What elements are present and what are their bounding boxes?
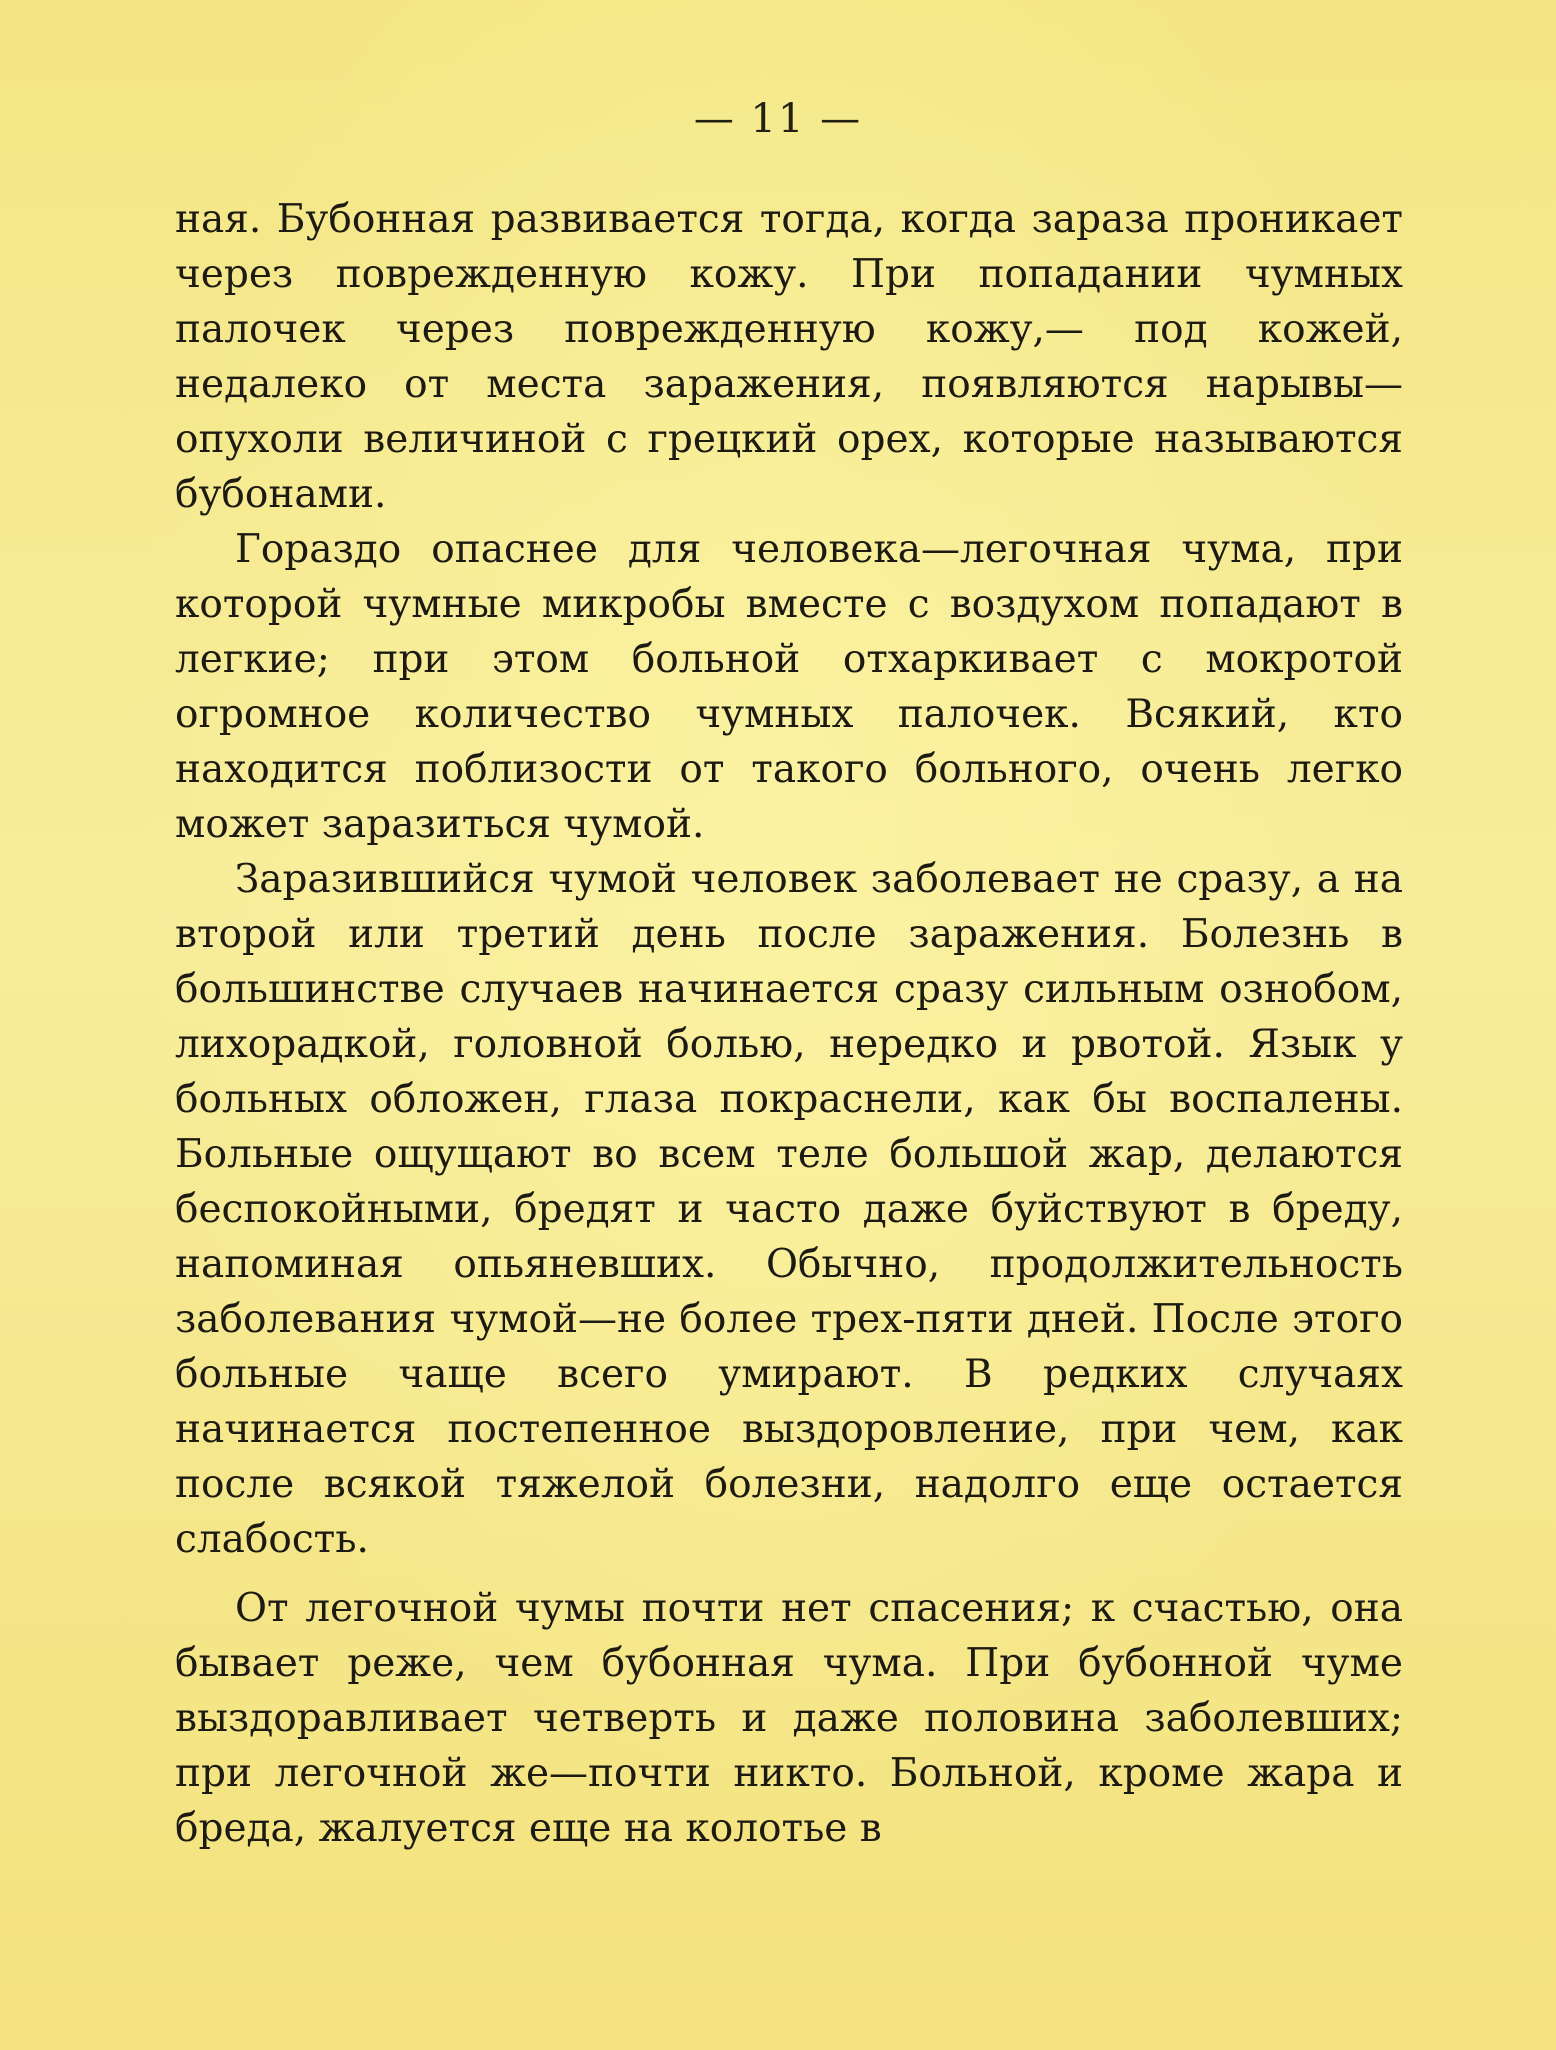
- paragraph-3: Заразившийся чумой человек заболевает не сразу, а на второй или третий день после заражения. Болезнь в большинстве случаев начинается сразу сильным ознобом, лихорадкой, головной болью, нередко и рвотой. Язык у больных обложен, глаза покраснели, как бы воспалены. Больные ощущают во всем теле большой жар, делаются беспокойными, бредят и часто даже буйствуют в бреду, напоминая опьяневших. Обычно, продолжительность заболевания чумой—не более трех-пяти дней. После этого больные чаще всего умирают. В редких случаях начинается постепенное выздоровление, при чем, как после всякой тяжелой болезни, надолго еще остается слабость.: [175, 857, 1403, 1562]
- page-number: — 11 —: [693, 96, 863, 142]
- paragraph-1: ная. Бубонная развивается тогда, когда зараза проникает через поврежденную кожу. При попадании чумных палочек через поврежденную кожу,— под кожей, недалеко от места заражения, появляются нарывы—опухоли величиной с грецкий орех, которые называются бубонами.: [175, 197, 1403, 517]
- paragraph-2: Гораздо опаснее для человека—легочная чума, при которой чумные микробы вместе с воздухом попадают в легкие; при этом больной отхаркивает с мокротой огромное количество чумных палочек. Всякий, кто находится поблизости от такого больного, очень легко может заразиться чумой.: [175, 527, 1403, 847]
- paragraph-4: От легочной чумы почти нет спасения; к счастью, она бывает реже, чем бубонная чума. При бубонной чуме выздоравливает четверть и даже половина заболевших; при легочной же—почти никто. Больной, кроме жара и бреда, жалуется еще на колотье в: [175, 1586, 1403, 1851]
- page-text: [175, 192, 1403, 1856]
